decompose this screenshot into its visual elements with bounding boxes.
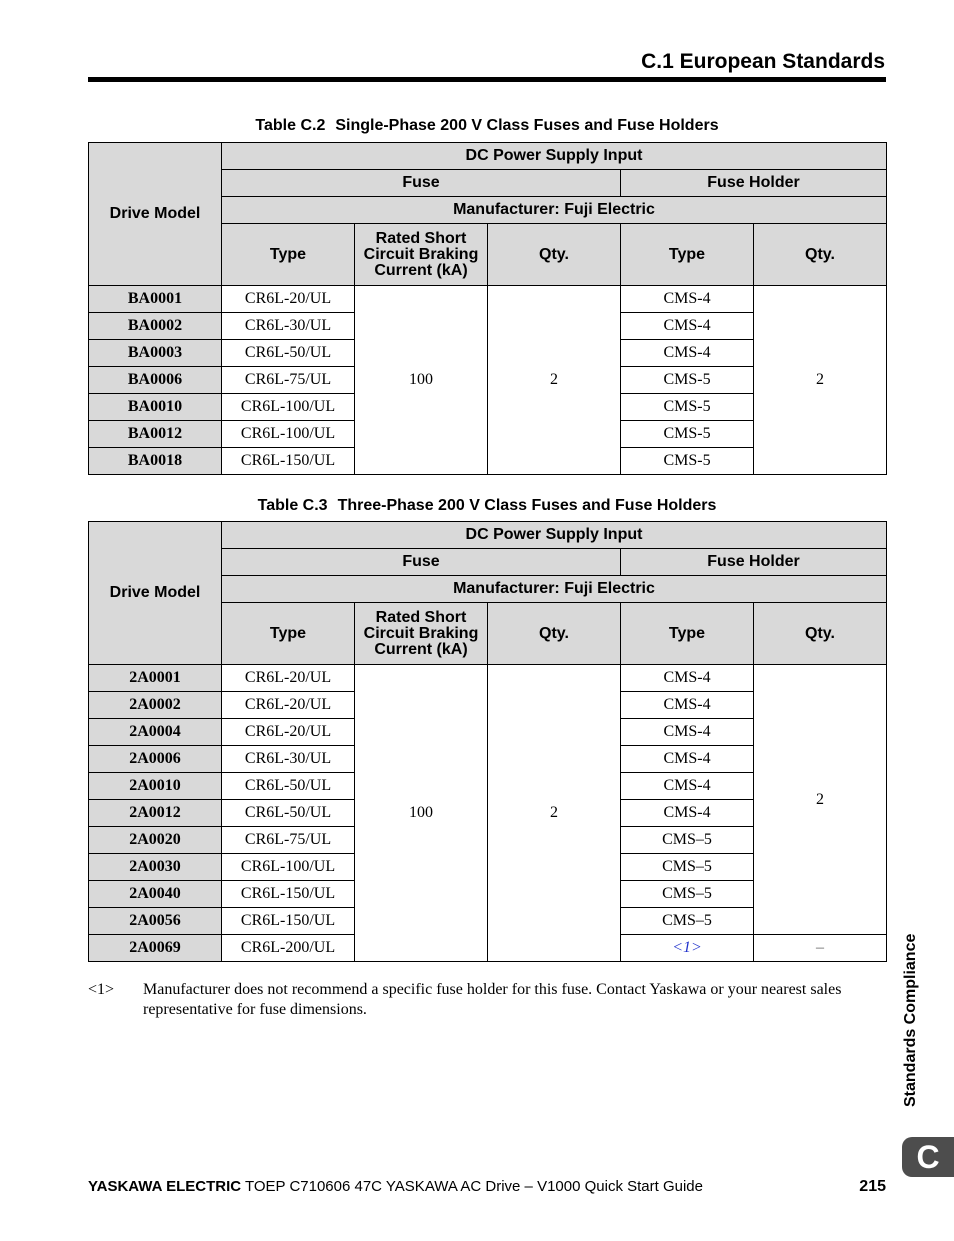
fuse-type-cell: CR6L-150/UL [222, 881, 355, 908]
holder-type-cell: CMS-4 [621, 719, 754, 746]
drive-model-cell: BA0002 [89, 313, 222, 340]
fuse-table-three-phase [88, 521, 887, 962]
fuse-type-cell: CR6L-50/UL [222, 800, 355, 827]
fuse-qty-cell: 2 [488, 286, 621, 475]
header-holder-type: Type [621, 224, 754, 286]
table-caption [88, 497, 886, 515]
footnote-text: Manufacturer does not recommend a specific fuse holder for this fuse. Contact Yaskawa or your nearest sales representative for fuse dimensions. [143, 981, 842, 1018]
drive-model-cell: BA0003 [89, 340, 222, 367]
holder-type-cell: CMS–5 [621, 908, 754, 935]
table-row [89, 665, 887, 692]
fuse-type-cell: CR6L-100/UL [222, 394, 355, 421]
fuse-type-cell: CR6L-75/UL [222, 367, 355, 394]
fuse-type-cell: CR6L-100/UL [222, 854, 355, 881]
drive-model-cell: BA0012 [89, 421, 222, 448]
header-rated-short: Rated Short Circuit Braking Current (kA) [355, 603, 488, 665]
header-holder-type: Type [621, 603, 754, 665]
drive-model-cell: BA0006 [89, 367, 222, 394]
holder-type-cell: CMS–5 [621, 854, 754, 881]
drive-model-cell: 2A0001 [89, 665, 222, 692]
fuse-type-cell: CR6L-20/UL [222, 665, 355, 692]
header-fuse: Fuse [222, 170, 621, 197]
holder-type-cell: CMS-4 [621, 286, 754, 313]
page-footer [88, 1178, 886, 1195]
drive-model-cell: BA0001 [89, 286, 222, 313]
header-manufacturer: Manufacturer: Fuji Electric [222, 576, 887, 603]
drive-model-cell: 2A0012 [89, 800, 222, 827]
drive-model-cell: 2A0002 [89, 692, 222, 719]
fuse-qty-cell: 2 [488, 665, 621, 962]
drive-model-cell: BA0010 [89, 394, 222, 421]
holder-type-cell: CMS-4 [621, 340, 754, 367]
footnote-reference: <1> [621, 935, 754, 962]
footer-brand: YASKAWA ELECTRIC [88, 1178, 242, 1195]
header-qty: Qty. [488, 603, 621, 665]
fuse-type-cell: CR6L-30/UL [222, 313, 355, 340]
header-dc-input: DC Power Supply Input [222, 143, 887, 170]
rated-current-cell: 100 [355, 286, 488, 475]
header-fuse: Fuse [222, 549, 621, 576]
table-caption-number: Table C.2 [255, 117, 326, 134]
fuse-type-cell: CR6L-50/UL [222, 773, 355, 800]
fuse-type-cell: CR6L-150/UL [222, 448, 355, 475]
holder-type-cell: CMS-5 [621, 394, 754, 421]
fuse-type-cell: CR6L-200/UL [222, 935, 355, 962]
table-caption [88, 117, 886, 135]
fuse-table-single-phase [88, 142, 887, 475]
holder-type-cell: CMS-4 [621, 665, 754, 692]
drive-model-cell: 2A0004 [89, 719, 222, 746]
holder-type-cell: CMS-5 [621, 421, 754, 448]
header-dc-input: DC Power Supply Input [222, 522, 887, 549]
holder-type-cell: CMS-4 [621, 692, 754, 719]
header-rated-short: Rated Short Circuit Braking Current (kA) [355, 224, 488, 286]
fuse-type-cell: CR6L-50/UL [222, 340, 355, 367]
holder-type-cell: CMS-4 [621, 313, 754, 340]
drive-model-cell: BA0018 [89, 448, 222, 475]
footnote [88, 980, 886, 1020]
holder-type-cell: CMS-5 [621, 367, 754, 394]
fuse-type-cell: CR6L-75/UL [222, 827, 355, 854]
table-row [89, 286, 887, 313]
holder-type-cell: CMS-4 [621, 800, 754, 827]
drive-model-cell: 2A0030 [89, 854, 222, 881]
header-rule [88, 77, 886, 82]
footer-doc: TOEP C710606 47C YASKAWA AC Drive – V1000 Quick Start Guide [241, 1178, 703, 1195]
drive-model-cell: 2A0056 [89, 908, 222, 935]
holder-qty-cell: 2 [754, 286, 887, 475]
table-caption-title: Three-Phase 200 V Class Fuses and Fuse Holders [337, 497, 717, 514]
header-qty: Qty. [488, 224, 621, 286]
fuse-type-cell: CR6L-20/UL [222, 692, 355, 719]
fuse-type-cell: CR6L-20/UL [222, 286, 355, 313]
table-caption-number: Table C.3 [257, 497, 328, 514]
drive-model-cell: 2A0020 [89, 827, 222, 854]
header-fuse-holder: Fuse Holder [621, 549, 887, 576]
holder-qty-cell: 2 [754, 665, 887, 935]
holder-type-cell: CMS–5 [621, 881, 754, 908]
header-fuse-holder: Fuse Holder [621, 170, 887, 197]
chapter-tab: C [902, 1137, 954, 1177]
section-title: C.1 European Standards [641, 50, 885, 73]
holder-type-cell: CMS-5 [621, 448, 754, 475]
side-tab-label: Standards Compliance [902, 933, 919, 1107]
holder-type-cell: CMS-4 [621, 773, 754, 800]
footnote-mark: <1> [88, 981, 115, 998]
holder-type-cell: CMS–5 [621, 827, 754, 854]
fuse-type-cell: CR6L-20/UL [222, 719, 355, 746]
header-type: Type [222, 603, 355, 665]
fuse-type-cell: CR6L-30/UL [222, 746, 355, 773]
drive-model-cell: 2A0006 [89, 746, 222, 773]
holder-type-cell: CMS-4 [621, 746, 754, 773]
drive-model-cell: 2A0069 [89, 935, 222, 962]
fuse-type-cell: CR6L-150/UL [222, 908, 355, 935]
header-drive-model: Drive Model [89, 522, 222, 665]
holder-qty-cell: – [754, 935, 887, 962]
header-manufacturer: Manufacturer: Fuji Electric [222, 197, 887, 224]
header-drive-model: Drive Model [89, 143, 222, 286]
drive-model-cell: 2A0010 [89, 773, 222, 800]
header-holder-qty: Qty. [754, 603, 887, 665]
table-caption-title: Single-Phase 200 V Class Fuses and Fuse Holders [335, 117, 719, 134]
header-type: Type [222, 224, 355, 286]
fuse-type-cell: CR6L-100/UL [222, 421, 355, 448]
drive-model-cell: 2A0040 [89, 881, 222, 908]
rated-current-cell: 100 [355, 665, 488, 962]
header-holder-qty: Qty. [754, 224, 887, 286]
page-number: 215 [859, 1178, 886, 1195]
